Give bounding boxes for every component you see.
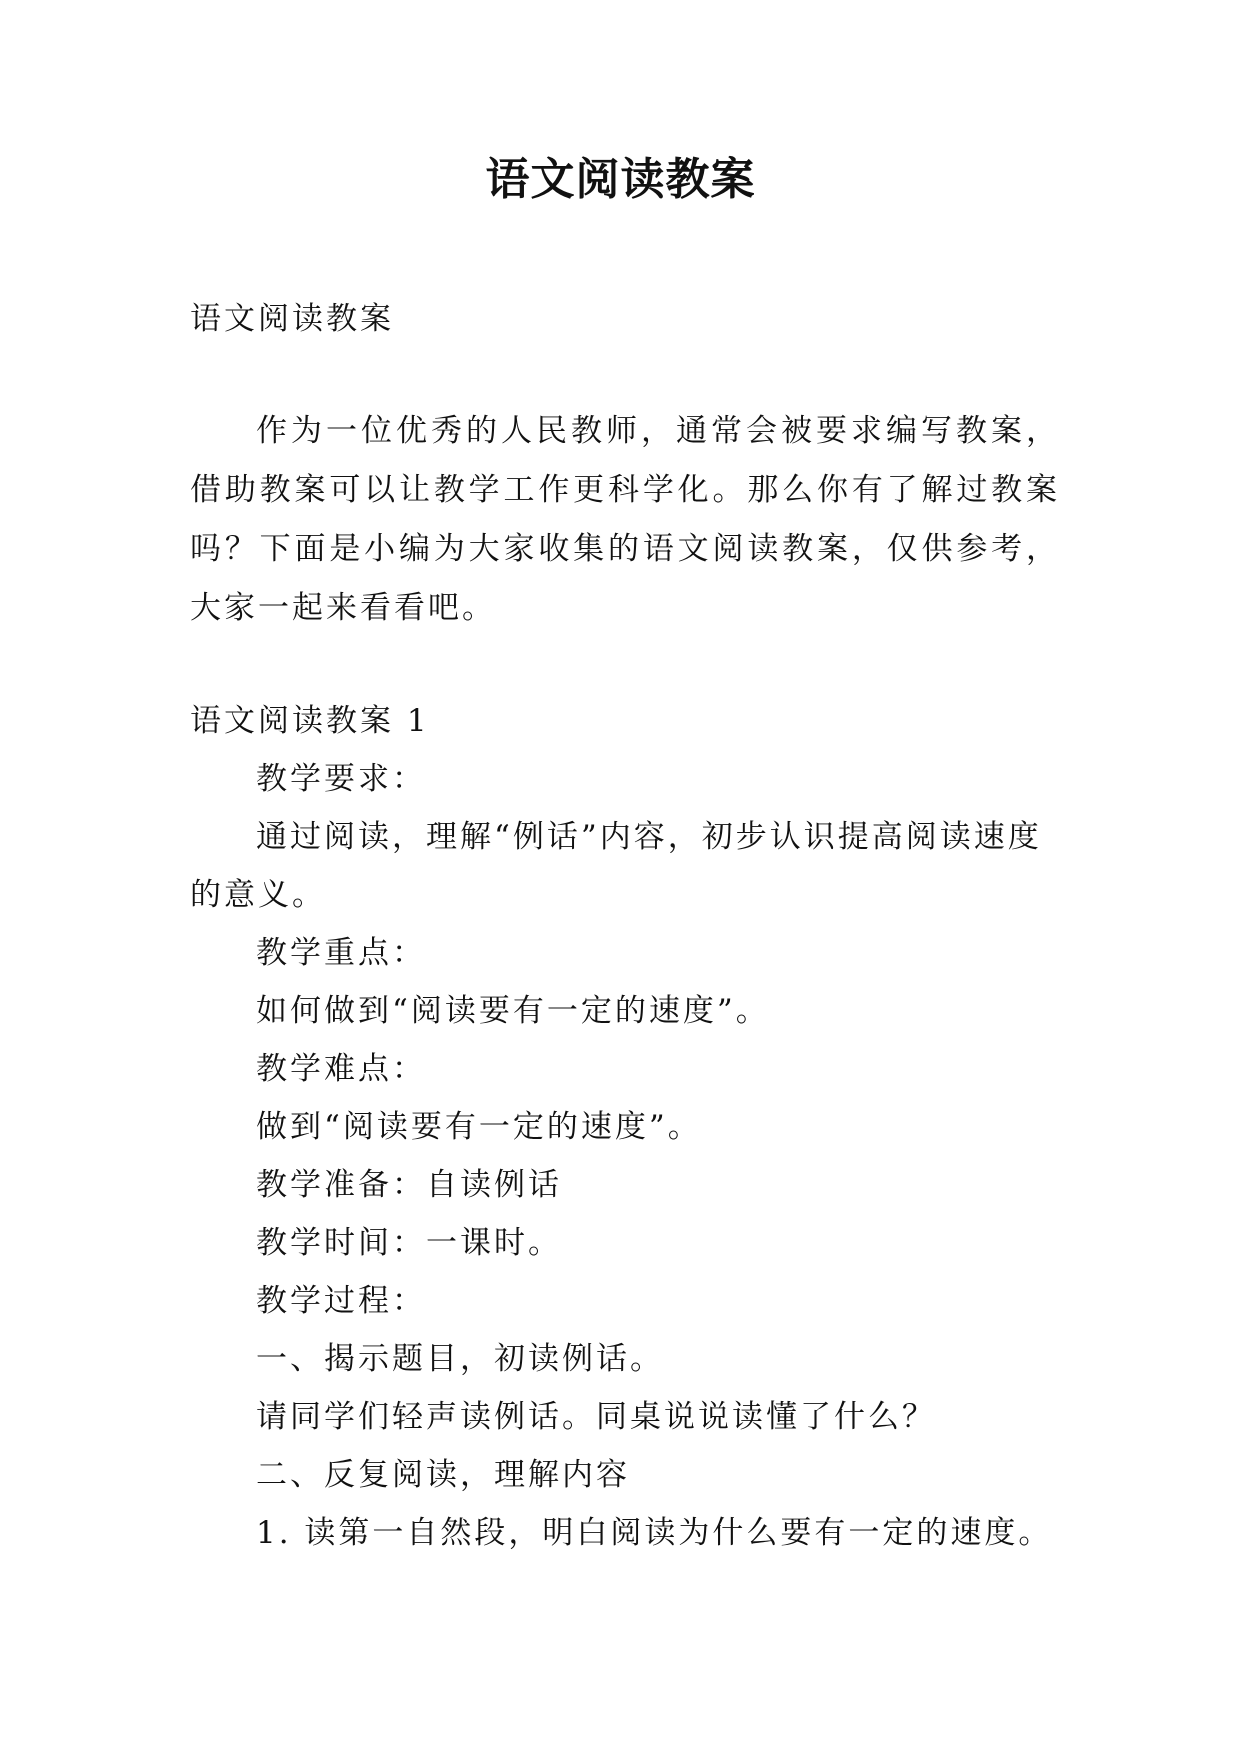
step-one-text: 请同学们轻声读例话。同桌说说读懂了什么？ xyxy=(256,1399,936,1435)
time-line: 教学时间：一课时。 xyxy=(256,1225,562,1261)
teaching-requirements-label: 教学要求： xyxy=(256,761,426,797)
step-two-heading: 二、反复阅读，理解内容 xyxy=(256,1457,630,1493)
process-label: 教学过程： xyxy=(256,1283,426,1319)
key-points-text: 如何做到“阅读要有一定的速度”。 xyxy=(256,993,770,1029)
step-two-item-1: 1. 读第一自然段，明白阅读为什么要有一定的速度。 xyxy=(256,1515,1053,1551)
intro-paragraph: 作为一位优秀的人民教师，通常会被要求编写教案，借助教案可以让教学工作更科学化。那么你有了解过教案吗？下面是小编为大家收集的语文阅读教案，仅供参考，大家一起来看看吧。 xyxy=(190,413,1060,626)
teaching-requirements-text-cont: 的意义。 xyxy=(190,877,326,913)
document-title: 语文阅读教案 xyxy=(485,154,756,205)
step-one-heading: 一、揭示题目，初读例话。 xyxy=(256,1341,664,1377)
teaching-requirements-text: 通过阅读，理解“例话”内容，初步认识提高阅读速度 xyxy=(256,819,1042,855)
document-subtitle: 语文阅读教案 xyxy=(190,301,394,337)
document-body xyxy=(190,290,1060,1562)
spacer xyxy=(190,638,1060,692)
key-points-label: 教学重点： xyxy=(256,935,426,971)
difficulties-text: 做到“阅读要有一定的速度”。 xyxy=(256,1109,702,1145)
spacer xyxy=(190,348,1060,402)
section-heading: 语文阅读教案 1 xyxy=(190,703,430,739)
difficulties-label: 教学难点： xyxy=(256,1051,426,1087)
preparation-line: 教学准备：自读例话 xyxy=(256,1167,562,1203)
